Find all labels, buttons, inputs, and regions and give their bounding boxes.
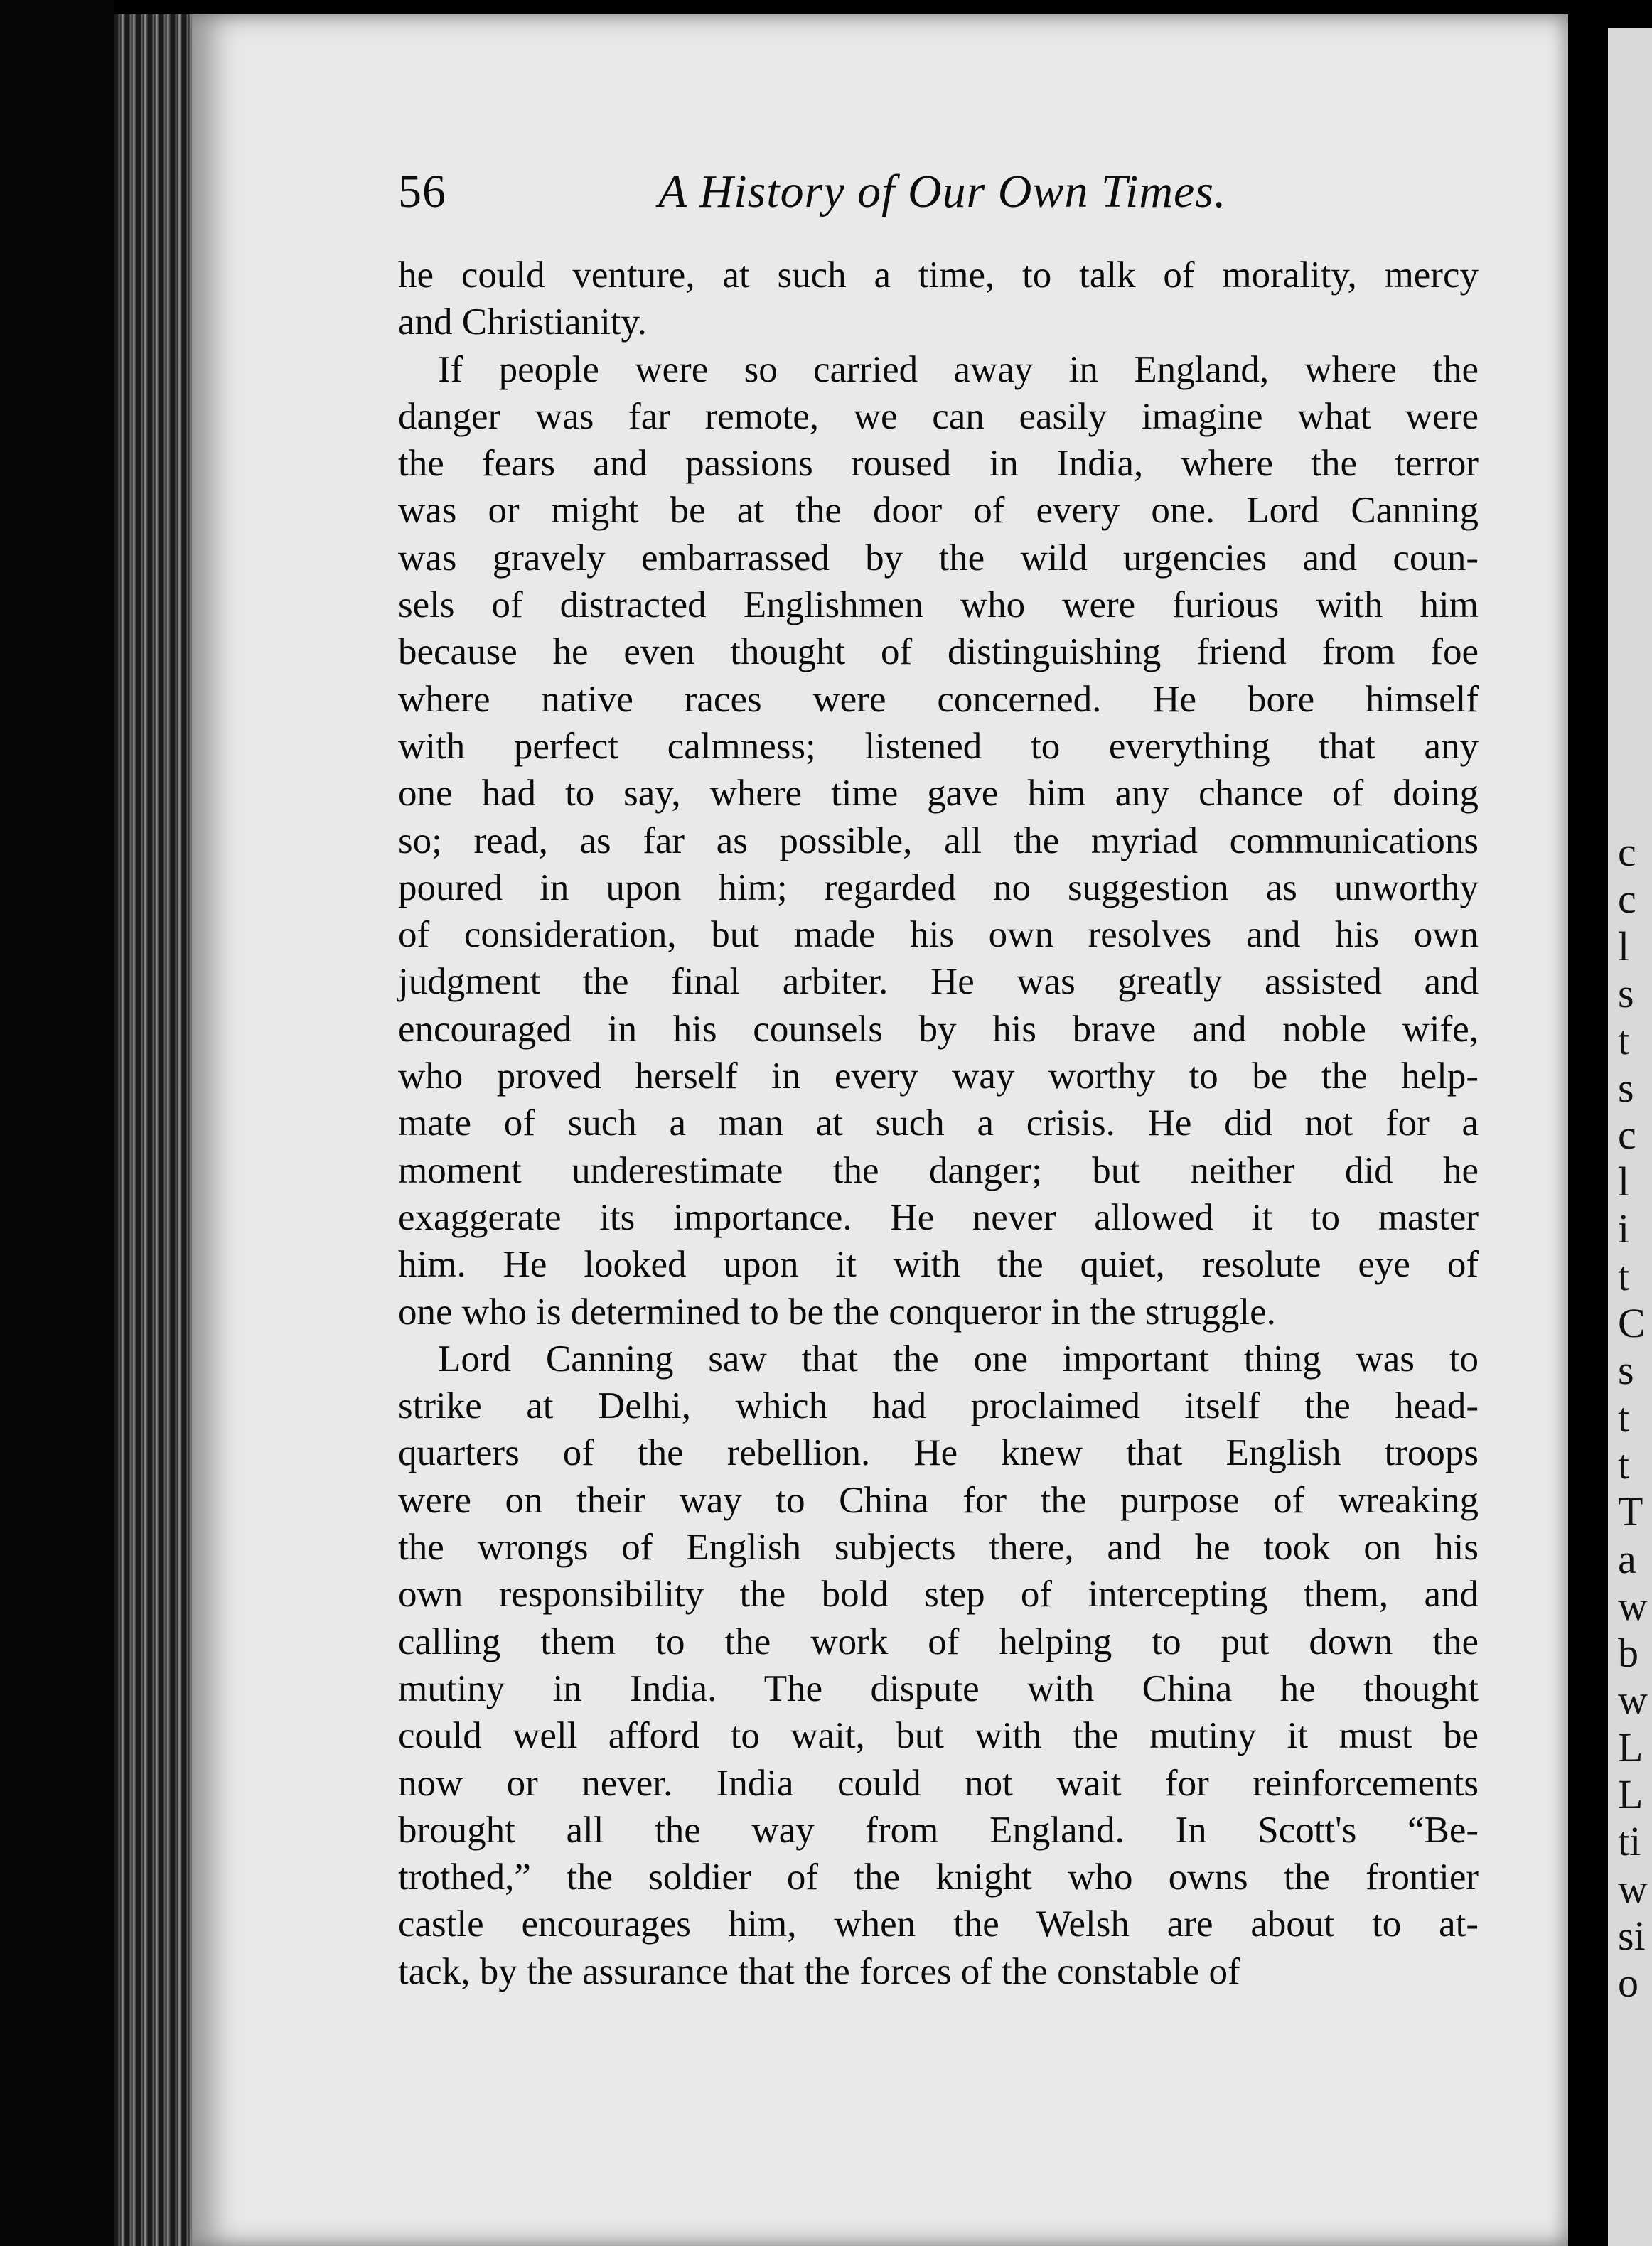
page-number: 56 [398, 166, 446, 217]
facing-page-strip [1608, 28, 1652, 2246]
text-line: tack, by the assurance that the forces of the constable of [398, 1950, 1240, 1992]
running-title: A History of Our Own Times. [658, 166, 1227, 217]
paragraph [398, 1336, 1479, 1995]
text-line: mutiny in India. The dispute with China he thought [398, 1667, 1479, 1709]
facing-page-fragment: a [1618, 1535, 1636, 1582]
text-line: own responsibility the bold step of intercepting them, and [398, 1574, 1479, 1616]
text-line: with perfect calmness; listened to everything that any [398, 725, 1479, 767]
facing-page-fragment: L [1618, 1724, 1643, 1771]
facing-page-fragment: w [1618, 1677, 1648, 1724]
text-line: quarters of the rebellion. He knew that English troops [398, 1432, 1479, 1474]
text-line: danger was far remote, we can easily imagine what were [398, 395, 1479, 437]
text-line: were on their way to China for the purpose of wreaking [398, 1479, 1479, 1521]
facing-page-fragment: si [1618, 1912, 1646, 1959]
text-line: calling them to the work of helping to put down the [398, 1621, 1479, 1662]
text-line: sels of distracted Englishmen who were furious with him [398, 584, 1479, 626]
running-header [398, 165, 1479, 222]
text-line: the wrongs of English subjects there, and he took on his [398, 1527, 1479, 1569]
facing-page-fragment: t [1618, 1252, 1630, 1299]
text-line: poured in upon him; regarded no suggestion as unworthy [398, 866, 1479, 908]
facing-page-fragment: t [1618, 1394, 1630, 1441]
paragraph [398, 346, 1479, 1336]
text-line: could well afford to wait, but with the mutiny it must be [398, 1715, 1479, 1757]
facing-page-fragment: C [1618, 1300, 1646, 1346]
text-line: of consideration, but made his own resolves and his own [398, 914, 1479, 956]
facing-page-fragment: l [1618, 923, 1630, 969]
facing-page-fragment: o [1618, 1960, 1638, 2006]
text-line: was or might be at the door of every one. Lord Canning [398, 490, 1479, 532]
text-line: he could venture, at such a time, to talk of morality, mercy [398, 254, 1479, 296]
text-line: one who is determined to be the conqueror in the struggle. [398, 1291, 1276, 1333]
text-line: now or never. India could not wait for reinforcements [398, 1762, 1479, 1804]
text-line: and Christianity. [398, 301, 647, 343]
text-line: because he even thought of distinguishing friend from foe [398, 631, 1479, 673]
text-line: moment underestimate the danger; but neither did he [398, 1149, 1479, 1191]
facing-page-fragment: ti [1618, 1818, 1641, 1865]
facing-page-fragment: b [1618, 1630, 1638, 1677]
facing-page-fragment: T [1618, 1488, 1643, 1535]
text-line: brought all the way from England. In Scott's “Be- [398, 1809, 1479, 1851]
text-line: castle encourages him, when the Welsh are about to at- [398, 1903, 1479, 1945]
text-line: mate of such a man at such a crisis. He did not for a [398, 1102, 1479, 1144]
facing-page-fragment: c [1618, 829, 1636, 875]
text-line: one had to say, where time gave him any chance of doing [398, 773, 1479, 815]
text-line: the fears and passions roused in India, where the terror [398, 443, 1479, 485]
scan-left-margin [0, 0, 114, 2246]
text-line: encouraged in his counsels by his brave and noble wife, [398, 1008, 1479, 1050]
facing-page-fragment: L [1618, 1771, 1643, 1817]
facing-page-fragment: t [1618, 1017, 1630, 1064]
facing-page-fragment: c [1618, 1111, 1636, 1158]
text-line: where native races were concerned. He bore himself [398, 678, 1479, 720]
facing-page-fragment: c [1618, 876, 1636, 923]
body-text [398, 252, 1479, 1995]
facing-page-fragment: w [1618, 1865, 1648, 1912]
text-line: exaggerate its importance. He never allowed it to master [398, 1196, 1479, 1238]
text-line: Lord Canning saw that the one important thing was to [438, 1338, 1479, 1380]
facing-page-fragment: s [1618, 1064, 1634, 1111]
text-line: judgment the final arbiter. He was greatly assisted and [398, 961, 1479, 1003]
text-line: him. He looked upon it with the quiet, resolute eye of [398, 1244, 1479, 1286]
book-page-edges [114, 14, 192, 2246]
text-line: If people were so carried away in England, where the [438, 348, 1479, 390]
text-line: so; read, as far as possible, all the myriad communications [398, 820, 1479, 861]
facing-page-fragment: l [1618, 1159, 1630, 1205]
text-line: trothed,” the soldier of the knight who owns the frontier [398, 1857, 1479, 1898]
facing-page-fragment: t [1618, 1441, 1630, 1488]
facing-page-fragment: i [1618, 1205, 1630, 1252]
facing-page-fragment: w [1618, 1582, 1648, 1629]
paragraph [398, 252, 1479, 346]
text-line: was gravely embarrassed by the wild urgencies and coun- [398, 537, 1479, 579]
text-line: strike at Delhi, which had proclaimed itself the head- [398, 1385, 1479, 1427]
scan-gutter [1568, 0, 1608, 2246]
facing-page-fragment: s [1618, 1347, 1634, 1394]
text-line: who proved herself in every way worthy to be the help- [398, 1055, 1479, 1097]
facing-page-fragment: s [1618, 969, 1634, 1016]
